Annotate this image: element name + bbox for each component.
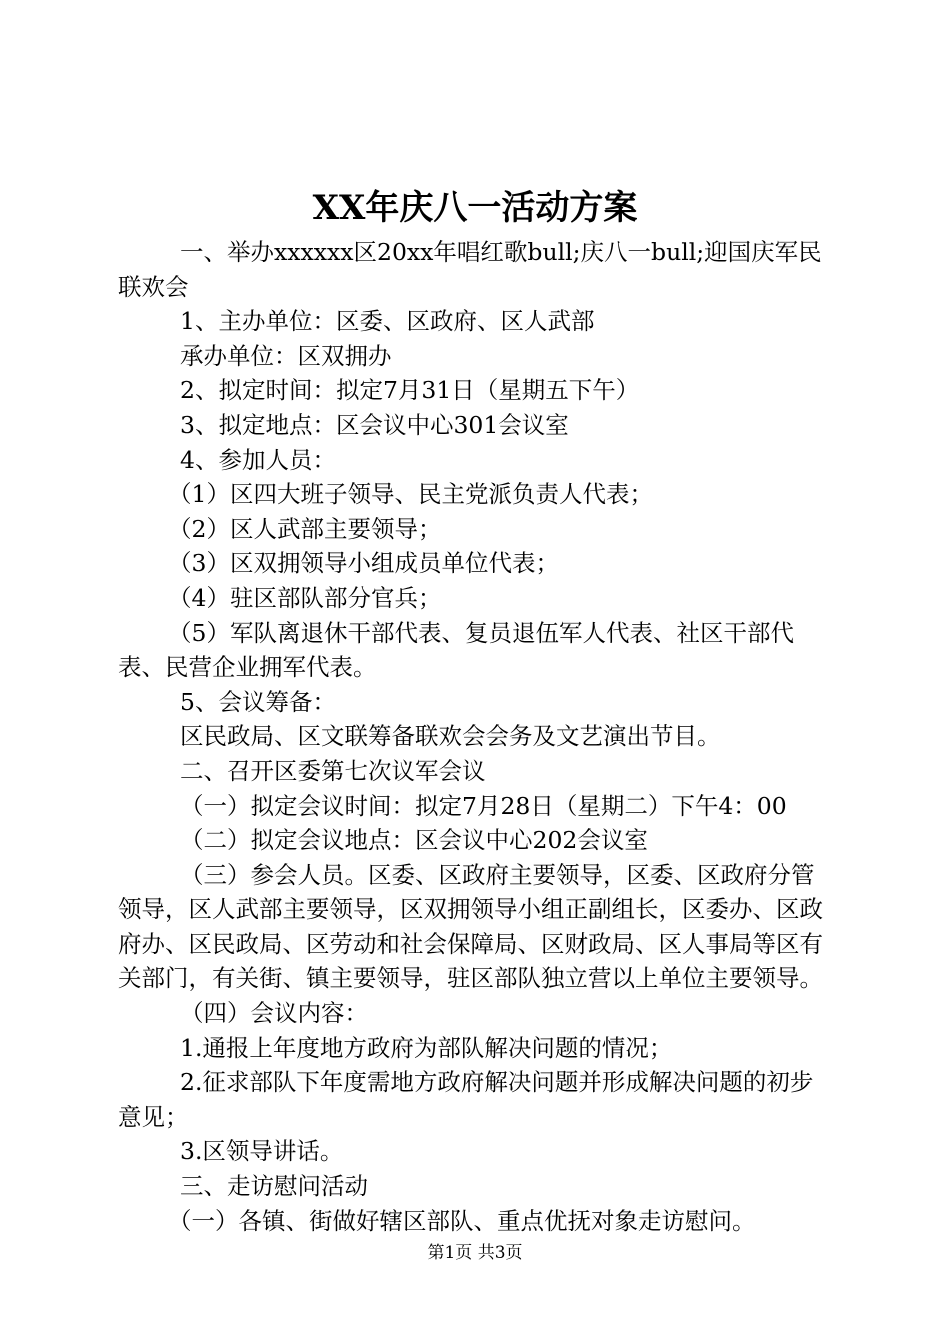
paragraph-participants-heading: 4、参加人员：: [180, 445, 336, 474]
paragraph-meeting-content-3: 3.区领导讲话。: [180, 1137, 344, 1166]
paragraph-time: 2、拟定时间：拟定7月31日（星期五下午）: [180, 376, 640, 405]
paragraph-co-organizer: 承办单位：区双拥办: [180, 341, 392, 370]
paragraph-section-3-heading: 三、走访慰问活动: [180, 1172, 368, 1201]
paragraph-preparation-heading: 5、会议筹备：: [180, 687, 336, 716]
paragraph-meeting-content-1: 1.通报上年度地方政府为部队解决问题的情况；: [180, 1033, 673, 1062]
paragraph-section-2-heading: 二、召开区委第七次议军会议: [180, 756, 486, 785]
page-footer: 第1页 共3页: [427, 1243, 523, 1263]
document-title: XX年庆八一活动方案: [312, 188, 638, 228]
paragraph-participant-3: （3）区双拥领导小组成员单位代表；: [168, 549, 559, 578]
paragraph-location: 3、拟定地点：区会议中心301会议室: [180, 410, 569, 439]
paragraph-meeting-time: （一）拟定会议时间：拟定7月28日（星期二）下午4：00: [180, 791, 787, 820]
paragraph-meeting-attendees: （三）参会人员。区委、区政府主要领导，区委、区政府分管领导，区人武部主要领导，区双拥领导小组正副组长，区委办、区政府办、区民政局、区劳动和社会保障局、区财政局、区人事局等区有关部门，有关街、镇主要领导，驻区部队独立营以上单位主要领导。: [118, 860, 823, 993]
document-body: [118, 235, 834, 1238]
paragraph-meeting-content-heading: （四）会议内容：: [180, 999, 368, 1028]
paragraph-preparation: 区民政局、区文联筹备联欢会会务及文艺演出节目。: [180, 722, 721, 751]
paragraph-meeting-content-2: 2.征求部队下年度需地方政府解决问题并形成解决问题的初步意见；: [118, 1068, 814, 1131]
paragraph-meeting-location: （二）拟定会议地点：区会议中心202会议室: [180, 826, 648, 855]
paragraph-visit-1: （一）各镇、街做好辖区部队、重点优抚对象走访慰问。: [168, 1206, 756, 1235]
paragraph-section-1-heading: 一、举办xxxxxx区20xx年唱红歌bull;庆八一bull;迎国庆军民联欢会: [118, 238, 822, 301]
paragraph-participant-4: （4）驻区部队部分官兵；: [168, 583, 442, 612]
paragraph-participant-1: （1）区四大班子领导、民主党派负责人代表；: [168, 480, 653, 509]
paragraph-organizer: 1、主办单位：区委、区政府、区人武部: [180, 307, 595, 336]
paragraph-participant-2: （2）区人武部主要领导；: [168, 514, 442, 543]
paragraph-participant-5: （5）军队离退休干部代表、复员退伍军人代表、社区干部代表、民营企业拥军代表。: [118, 618, 794, 682]
